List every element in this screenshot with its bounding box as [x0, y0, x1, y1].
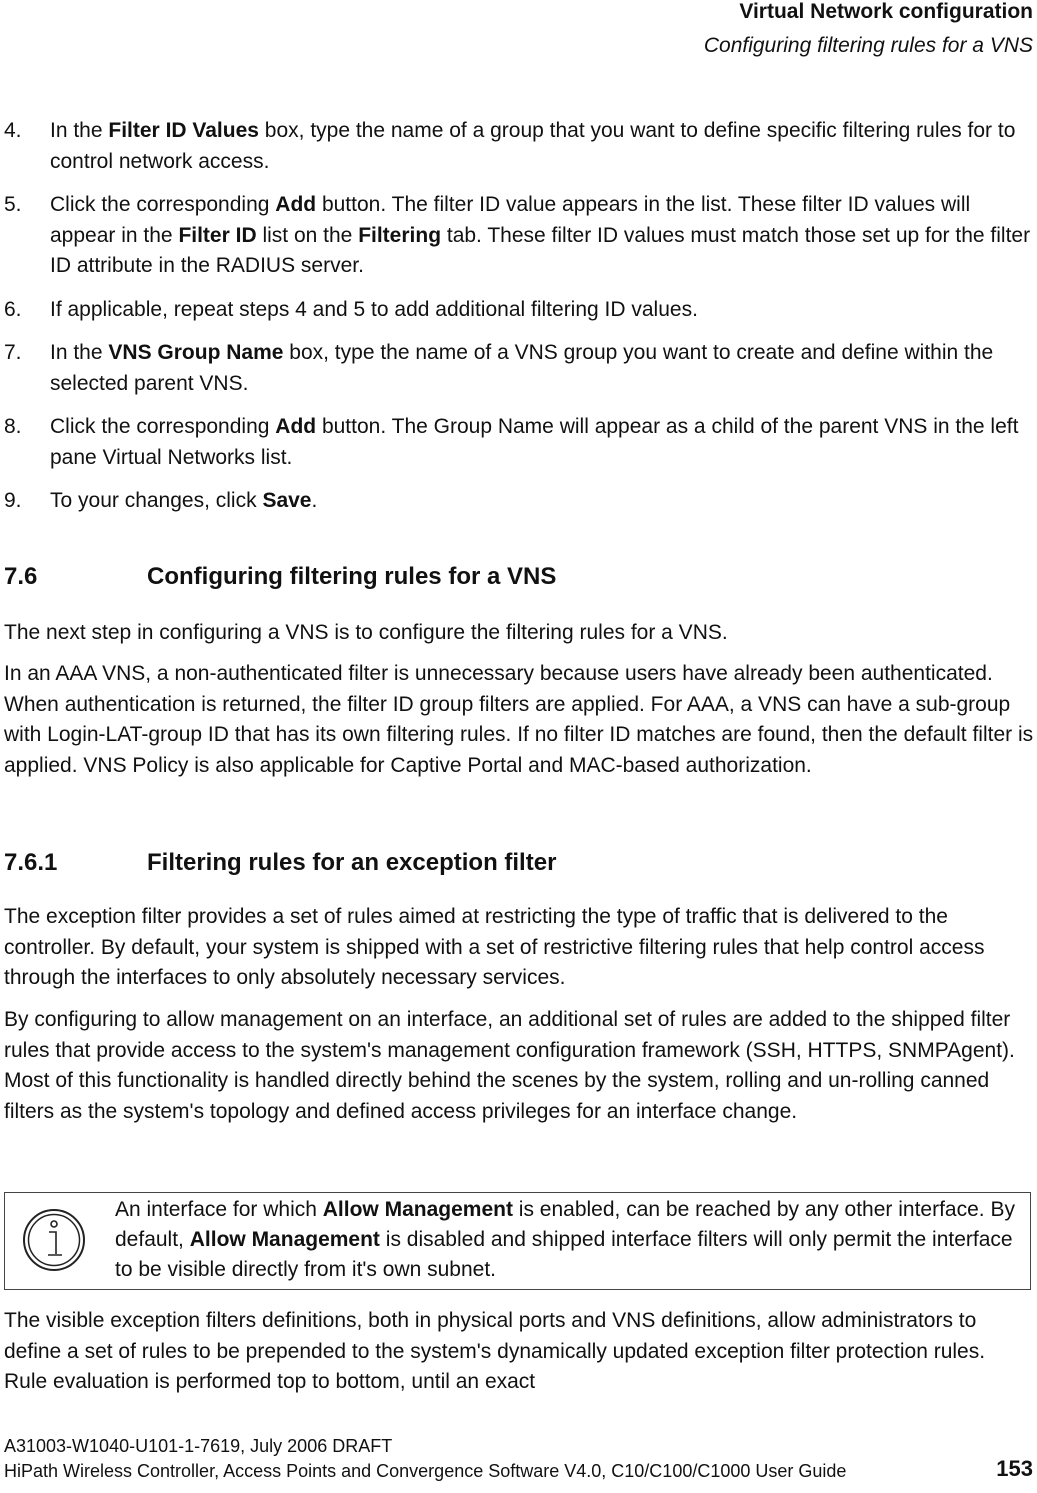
text-run: button. The filter ID value appears in the list. These filter ID values will appear in the	[50, 193, 971, 247]
paragraph: The visible exception filters definitions, both in physical ports and VNS definitions, allow administrators to define a set of rules to be prepended to the system's dynamically updated exception filter protection rules. Rule evaluation is performed top to bottom, until an exact	[4, 1309, 986, 1393]
paragraph: The exception filter provides a set of rules aimed at restricting the type of traffic that is delivered to the controller. By default, your system is shipped with a set of restrictive filtering rules that help control access through the interfaces to only absolutely necessary services.	[4, 905, 985, 989]
bold-term: Filter ID Values	[108, 119, 259, 142]
text-run: If applicable, repeat steps 4 and 5 to add additional filtering ID values.	[50, 297, 698, 321]
step-number: 7.	[4, 341, 22, 364]
bold-term: VNS Group Name	[108, 341, 284, 364]
bold-term: Filter ID	[178, 223, 257, 247]
section-number: 7.6.1	[4, 849, 58, 876]
note-box	[4, 1192, 1031, 1290]
paragraph: In an AAA VNS, a non-authenticated filter is unnecessary because users have already been authenticated. When authentication is returned, the filter ID group filters are applied. For AAA, a VNS can have a sub-group with Login-LAT-group ID that has its own filtering rules. If no filter ID matches are found, then the default filter is applied. VNS Policy is also applicable for Captive Portal and MAC-based authorization.	[4, 662, 1034, 777]
step-item	[4, 116, 1034, 177]
bold-term: Add	[275, 415, 317, 438]
step-number: 8.	[4, 415, 22, 438]
text-run: tab. These filter ID values must match those set up for the filter ID attribute in the RADIUS server.	[50, 223, 1031, 277]
step-item	[4, 486, 1034, 517]
paragraph: The next step in configuring a VNS is to configure the filtering rules for a VNS.	[4, 621, 728, 644]
step-text	[50, 415, 1018, 469]
text-run: In the	[50, 341, 109, 364]
footer-product: HiPath Wireless Controller, Access Points and Convergence Software V4.0, C10/C100/C1000 User Guide	[4, 1461, 847, 1481]
paragraph: By configuring to allow management on an interface, an additional set of rules are added to the shipped filter rules that provide access to the system's management configuration framework (SSH, HTTPS, SNMPAgent). Most of this functionality is handled directly behind the scenes by the system, rolling and un-rolling canned filters as the system's topology and defined access privileges for an interface change.	[4, 1008, 1015, 1123]
running-header-subtitle: Configuring filtering rules for a VNS	[703, 34, 1033, 57]
footer-doc-id: A31003-W1040-U101-1-7619, July 2006 DRAFT	[4, 1436, 393, 1456]
bold-term: Allow Management	[189, 1228, 380, 1251]
bold-term: Add	[275, 193, 317, 216]
step-number: 5.	[4, 193, 22, 216]
text-run: An interface for which	[115, 1198, 323, 1221]
section-heading-7-6	[4, 563, 556, 591]
text-run: To your changes, click	[50, 489, 263, 512]
step-number: 4.	[4, 119, 22, 142]
page-number: 153	[996, 1456, 1033, 1481]
step-item	[4, 338, 1034, 399]
bold-term: Filtering	[358, 223, 442, 247]
text-run: box, type the name of a group that you want to define specific filtering rules for to control network access.	[50, 119, 1016, 173]
step-text	[50, 341, 993, 395]
text-run: In the	[50, 119, 109, 142]
step-text	[50, 193, 1030, 277]
section-title: Filtering rules for an exception filter	[147, 849, 557, 876]
section-title: Configuring filtering rules for a VNS	[147, 563, 557, 590]
section-heading-7-6-1	[4, 849, 556, 877]
step-number: 9.	[4, 489, 22, 512]
text-run: is disabled and shipped interface filters will only permit the interface to be visible directly from it's own subnet.	[115, 1228, 1013, 1281]
running-header-title: Virtual Network configuration	[739, 0, 1033, 23]
text-run: is enabled, can be reached by any other interface. By default,	[115, 1198, 1015, 1251]
info-icon	[21, 1207, 87, 1273]
step-item	[4, 190, 1034, 282]
step-text	[50, 489, 317, 512]
section-number: 7.6	[4, 563, 38, 590]
step-text	[50, 298, 698, 321]
procedure-steps	[4, 116, 1034, 530]
text-run: box, type the name of a VNS group you want to create and define within the selected parent VNS.	[50, 341, 994, 395]
step-text	[50, 119, 1015, 173]
text-run: .	[311, 489, 318, 512]
step-item	[4, 412, 1034, 473]
text-run: Click the corresponding	[50, 415, 276, 438]
step-number: 6.	[4, 297, 22, 321]
text-run: button. The Group Name will appear as a child of the parent VNS in the left pane Virtual Networks list.	[50, 415, 1019, 469]
bold-term: Allow Management	[322, 1198, 513, 1221]
note-text	[115, 1195, 1030, 1285]
step-item	[4, 295, 1034, 326]
bold-term: Save	[262, 489, 312, 512]
text-run: list on the	[256, 223, 359, 247]
text-run: Click the corresponding	[50, 193, 276, 216]
